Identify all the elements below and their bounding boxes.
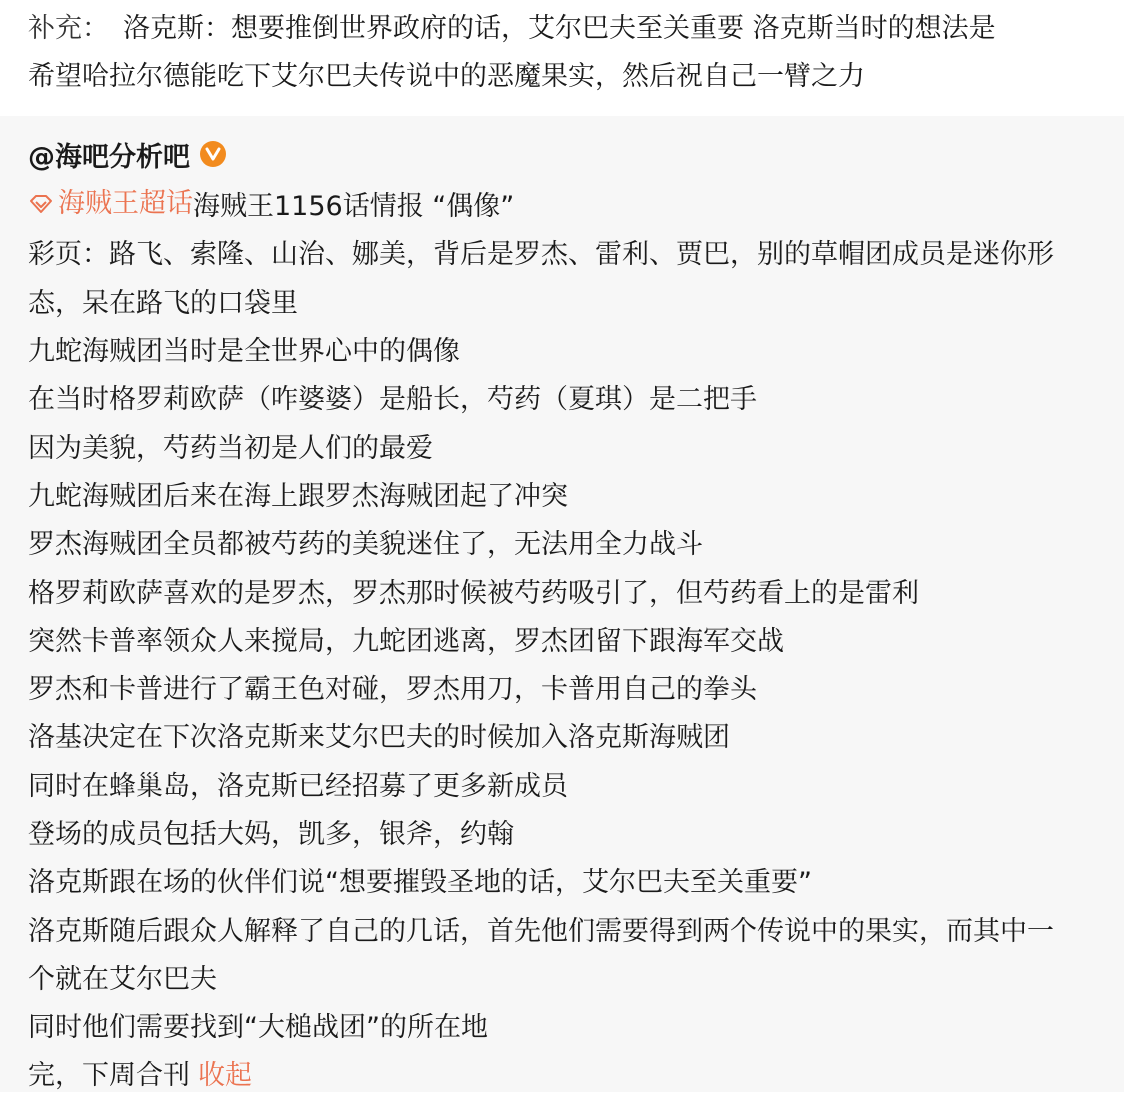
comment-label: 补充：: [28, 13, 109, 44]
body-line: 同时在蜂巢岛，洛克斯已经招募了更多新成员: [28, 770, 568, 802]
repost-body: [28, 180, 1096, 1101]
body-line: 突然卡普率领众人来搅局，九蛇团逃离，罗杰团留下跟海军交战: [28, 625, 784, 657]
body-line: 彩页：路飞、索隆、山治、娜美，背后是罗杰、雷利、贾巴，别的草帽团成员是迷你形: [28, 239, 1054, 271]
body-line: 个就在艾尔巴夫: [28, 963, 217, 995]
body-line: 在当时格罗莉欧萨（咋婆婆）是船长，芍药（夏琪）是二把手: [28, 384, 757, 416]
comment-line-1: [28, 5, 1096, 53]
body-line: 洛克斯随后跟众人解释了自己的几话，首先他们需要得到两个传说中的果实，而其中一: [28, 915, 1054, 947]
body-line: 九蛇海贼团当时是全世界心中的偶像: [28, 336, 460, 368]
body-line: 格罗莉欧萨喜欢的是罗杰，罗杰那时候被芍药吸引了，但芍药看上的是雷利: [28, 577, 919, 609]
topic-link[interactable]: [28, 180, 193, 228]
body-line: 罗杰和卡普进行了霸王色对碰，罗杰用刀，卡普用自己的拳头: [28, 674, 757, 706]
repost-card[interactable]: [0, 116, 1124, 1092]
body-line: 同时他们需要找到“大槌战团”的所在地: [28, 1012, 488, 1044]
topic-rest: 海贼王1156话情报 “偶像”: [193, 191, 515, 223]
last-line: [28, 1052, 1096, 1100]
body-line: 因为美貌，芍药当初是人们的最爱: [28, 432, 433, 464]
topic-line: [28, 180, 1096, 231]
body-line: 九蛇海贼团后来在海上跟罗杰海贼团起了冲突: [28, 480, 568, 512]
comment-text: [0, 0, 1124, 116]
diamond-topic-icon: [28, 193, 54, 215]
body-line: 登场的成员包括大妈，凯多，银斧，约翰: [28, 819, 514, 850]
body-line: 洛基决定在下次洛克斯来艾尔巴夫的时候加入洛克斯海贼团: [28, 722, 730, 754]
comment-line-1-text: 洛克斯：想要推倒世界政府的话，艾尔巴夫至关重要 洛克斯当时的想法是: [123, 13, 996, 44]
last-line-text: 完，下周合刊: [28, 1060, 190, 1092]
repost-author-name[interactable]: @海吧分析吧: [28, 141, 190, 173]
comment-line-2: 希望哈拉尔德能吃下艾尔巴夫传说中的恶魔果实，然后祝自己一臂之力: [28, 61, 865, 93]
body-line: 态，呆在路飞的口袋里: [28, 287, 298, 319]
topic-label[interactable]: 海贼王超话: [58, 188, 193, 219]
collapse-link[interactable]: 收起: [198, 1060, 252, 1092]
body-line: 罗杰海贼团全员都被芍药的美貌迷住了，无法用全力战斗: [28, 529, 703, 561]
verified-v-icon: [200, 141, 226, 167]
repost-author-line: [28, 132, 1096, 176]
body-line: 洛克斯跟在场的伙伴们说“想要摧毁圣地的话，艾尔巴夫至关重要”: [28, 867, 812, 899]
